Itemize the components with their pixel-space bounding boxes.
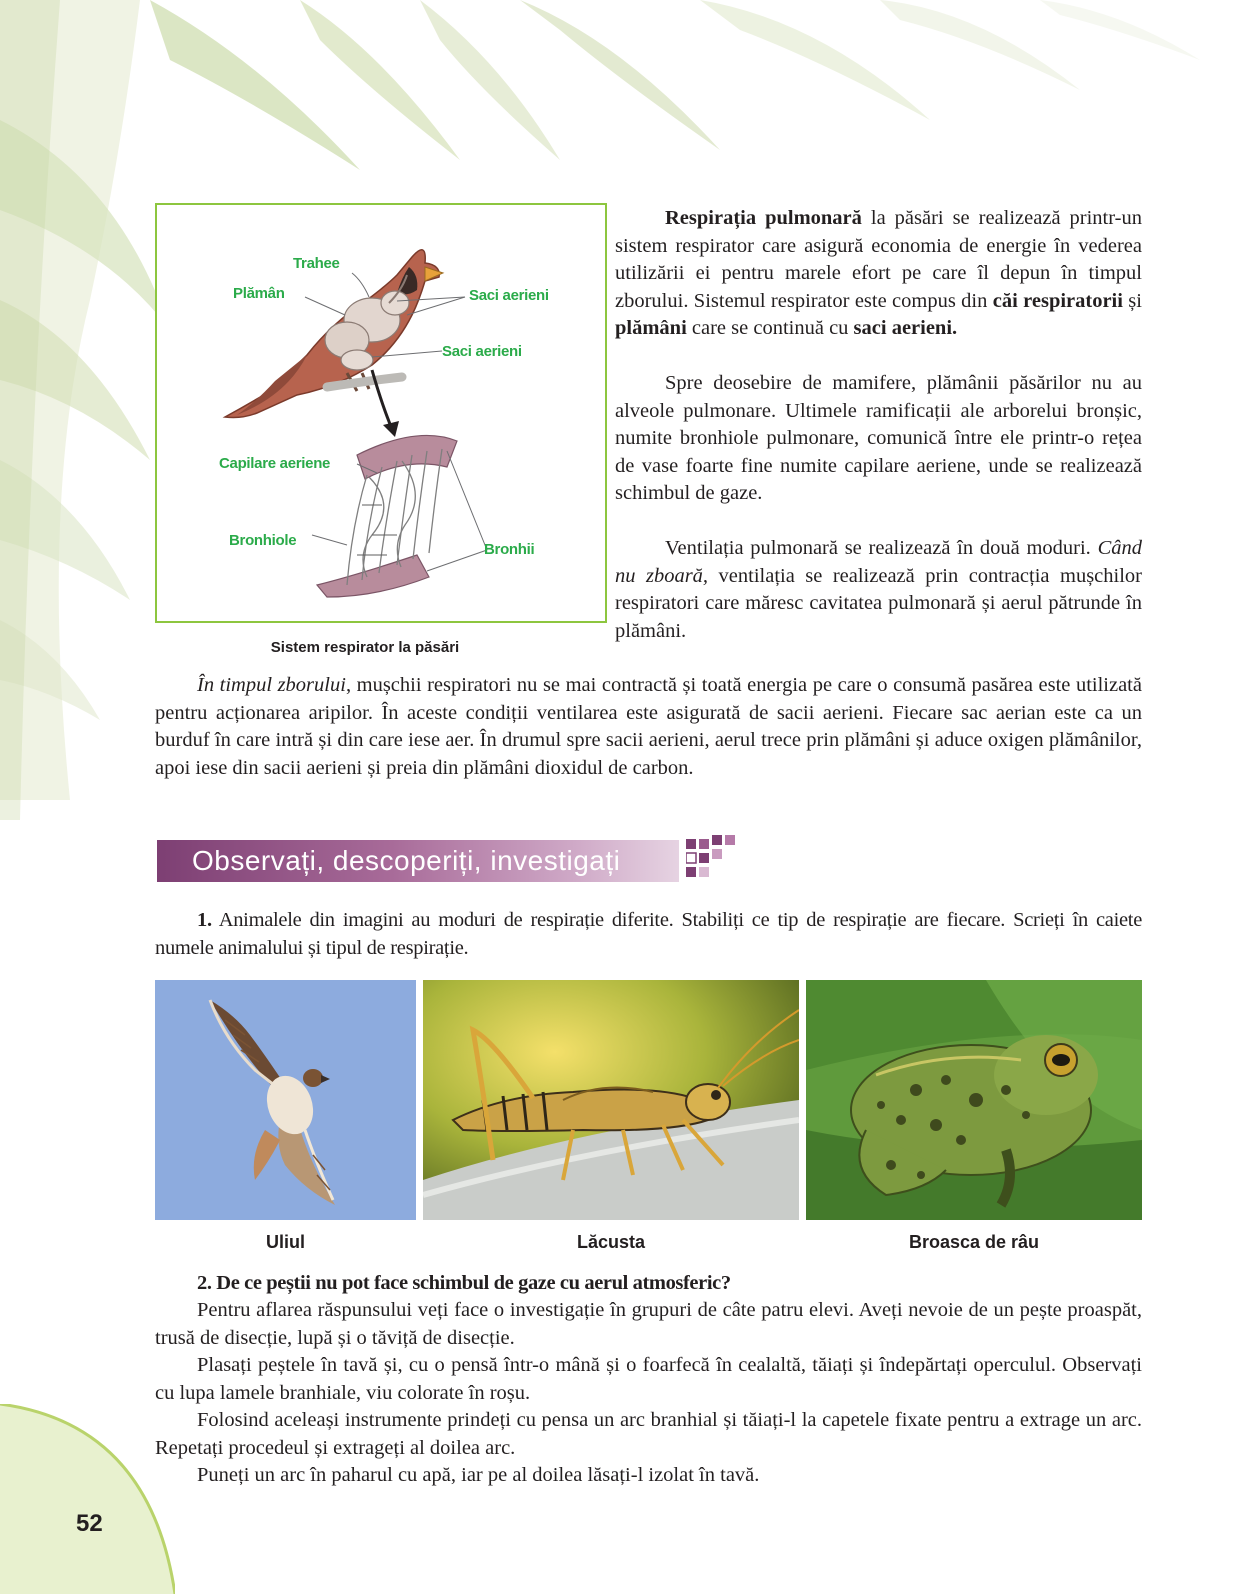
photo-locust [423, 980, 799, 1220]
text-fragment: Plasați peștele în tavă și, cu o pensă într-o mână și o foarfecă în cealaltă, tăiați și îndepărtați operculul. Observați cu lupa lamele branhiale, viu colorate în roșu. [155, 1354, 1142, 1404]
squares-icon [686, 835, 746, 885]
text-fragment: Folosind aceleași instrumente prindeți cu pensa un arc branhial și tăiați-l la capetele fixate pentru a extrage un arc. Repetați procedeul și extrageți al doilea arc. [155, 1409, 1142, 1459]
section-title: Observați, descoperiți, investigați [192, 845, 621, 876]
text-fragment: ventilația se realizează prin contracția mușchilor respiratori care măresc cavitatea pulmonară și aerul pătrunde în plămâni. [615, 564, 1142, 642]
task-2-heading-text: 2. De ce peștii nu pot face schimbul de gaze cu aerul atmosferic? [197, 1272, 731, 1294]
text-fragment: la păsări se realizează printr-un sistem respirator care asigură economia de energie în vederea utilizării ei pentru marele efort pe care îl depun în timpul zborului. Sistemul respirator este compus din [615, 207, 1142, 312]
task-1-number: 1. [197, 909, 212, 931]
text-fragment: Puneți un arc în paharul cu apă, iar pe al doilea lăsați-l izolat în tavă. [197, 1464, 760, 1486]
photo-frog [806, 980, 1142, 1220]
label-bronchi: Bronhii [484, 541, 535, 558]
text-fragment: , mușchii respiratori nu se mai contractă și toată energia pe care o consumă pasărea este utilizată pentru acționarea aripilor. În aceste condiții ventilarea este asigurată de sacii aerieni. Fiecare sac aerian este ca un burduf în care intră și din care iese aer. În drumul spre sacii aerieni, aerul trece prin plămâni și aduce oxigen plămânilor, apoi iese din sacii aerieni și preia din plămâni dioxidul de carbon. [155, 674, 1142, 779]
task-2-paragraph-3 [155, 1407, 1142, 1462]
label-bronchioles: Bronhiole [229, 532, 297, 549]
task-2-paragraph-2 [155, 1352, 1142, 1407]
task-2-paragraph-1 [155, 1297, 1142, 1352]
label-air-sacs-2: Saci aerieni [442, 343, 522, 360]
emphasis-not-flying: Când nu zboară, [615, 537, 1142, 587]
page-number: 52 [76, 1510, 103, 1537]
label-lung: Plămân [233, 285, 285, 302]
paragraph-no-alveoli [615, 370, 1142, 508]
term-airways: căi respiratorii [992, 289, 1123, 312]
task-2-paragraph-4 [155, 1462, 1142, 1490]
term-air-sacs: saci aerieni. [853, 317, 958, 339]
bird-respiratory-figure [155, 203, 607, 623]
label-locust: Lăcusta [576, 1232, 646, 1252]
term-lungs: plămâni [615, 317, 687, 339]
text-fragment: Ventilația pulmonară se realizează în două moduri. [665, 537, 1098, 559]
task-2-heading [155, 1270, 1142, 1298]
emphasis-during-flight: În timpul zborului [197, 674, 346, 696]
text-fragment: Spre deosebire de mamifere, plămânii păsărilor nu au alveole pulmonare. Ultimele ramificații ale arborelui bronșic, numite bronhiole pulmonare, comunică între ele printr-o rețea de vase foarte fine numite capilare aeriene, unde se realizează schimbul de gaze. [615, 372, 1142, 504]
paragraph-during-flight [155, 672, 1142, 782]
paragraph-ventilation [615, 535, 1142, 645]
text-fragment: Pentru aflarea răspunsului veți face o investigație în grupuri de câte patru elevi. Aveți nevoie de un pește proaspăt, trusă de disecție, lupă și o tăviță de disecție. [155, 1299, 1142, 1349]
text-fragment: și [1122, 289, 1142, 312]
label-hawk: Uliul [266, 1232, 305, 1252]
bird-illustration [157, 205, 605, 621]
term-pulmonary-respiration: Respirația pulmonară [665, 207, 862, 229]
label-air-sacs-1: Saci aerieni [469, 287, 549, 304]
task-1 [155, 907, 1142, 962]
figure-caption: Sistem respirator la păsări [270, 639, 460, 656]
text-fragment: care se continuă cu [686, 317, 854, 339]
label-air-capillaries: Capilare aeriene [219, 455, 331, 472]
paragraph-pulmonary-respiration [615, 205, 1142, 343]
label-frog: Broasca de râu [908, 1232, 1040, 1252]
task-1-text: Animalele din imagini au moduri de respirație diferite. Stabiliți ce tip de respirație are fiecare. Scrieți în caiete numele animalului și tipul de respirație. [155, 909, 1142, 959]
photo-hawk [155, 980, 416, 1220]
label-trachea: Trahee [293, 255, 340, 272]
